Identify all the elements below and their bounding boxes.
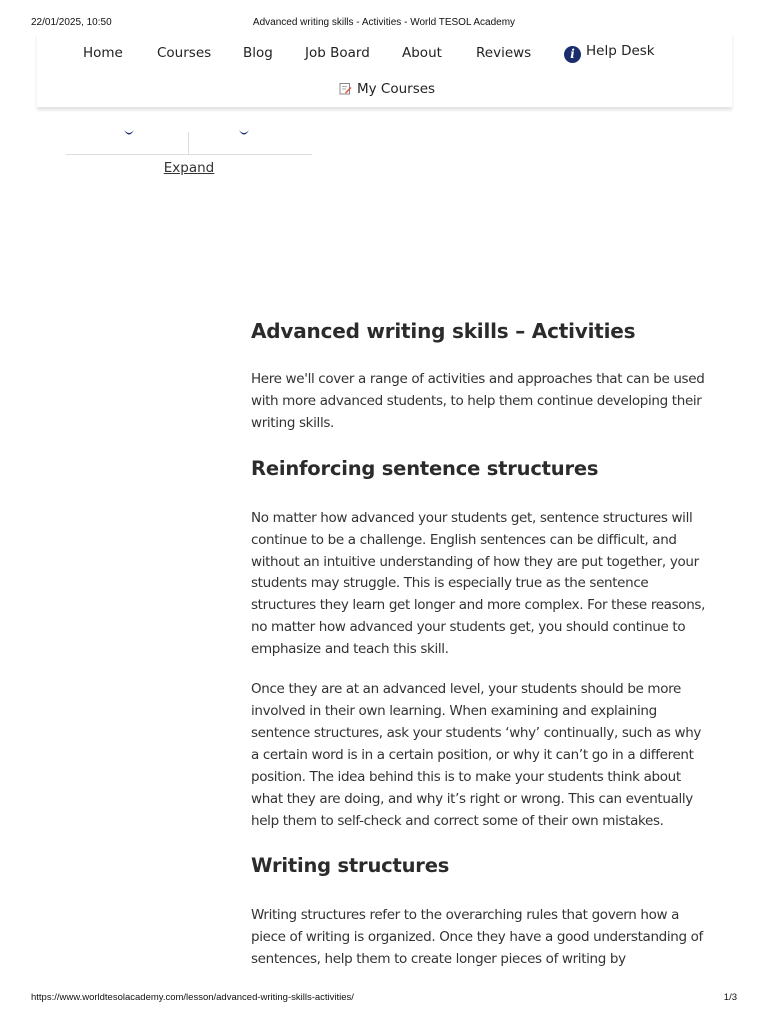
chevron-down-icon[interactable] <box>124 130 134 137</box>
page-title: Advanced writing skills – Activities <box>251 319 636 343</box>
nav-about-link[interactable]: About <box>402 45 442 61</box>
section2-paragraph-1: Writing structures refer to the overarching rules that govern how a piece of writing is organized. Once they have a good understanding of sentences, help them to create longer pieces of writing by <box>251 907 703 968</box>
widget-bottom-border <box>66 154 312 155</box>
widget-divider <box>188 132 189 154</box>
info-icon: i <box>564 46 581 63</box>
chevron-down-icon[interactable] <box>239 130 249 137</box>
my-courses-label: My Courses <box>357 81 436 97</box>
nav-secondary-row <box>37 81 732 101</box>
print-document-title: Advanced writing skills - Activities - World TESOL Academy <box>252 17 516 28</box>
courses-icon <box>339 82 352 95</box>
section1-paragraph-2: Once they are at an advanced level, your students should be more involved in their own learning. When examining and explaining sentence structures, ask your students ‘why’ continually, such as why a certain word is in a certain position, or why it can’t go in a different position. The idea behind this is to make your students think about what they are doing, and why it’s right or wrong. This can eventually help them to self-check and correct some of their own mistakes. <box>251 681 702 829</box>
nav-courses-link[interactable]: Courses <box>157 45 212 61</box>
print-footer <box>31 992 737 1006</box>
section1-paragraph-1: No matter how advanced your students get, sentence structures will continue to be a challenge. English sentences can be difficult, and without an intuitive understanding of how they are put together, your students may struggle. This is especially true as the sentence structures they learn get longer and more complex. For these reasons, no matter how advanced your students get, you should continue to emphasize and teach this skill. <box>251 509 706 658</box>
nav-my-courses-link[interactable] <box>339 81 435 97</box>
section-heading-writing-structures: Writing structures <box>251 854 450 878</box>
nav-reviews-link[interactable]: Reviews <box>476 45 532 61</box>
print-header <box>31 17 737 31</box>
nav-primary-row <box>37 45 732 65</box>
nav-home-link[interactable]: Home <box>83 45 123 61</box>
nav-help-desk-link[interactable] <box>564 43 655 63</box>
print-url: https://www.worldtesolacademy.com/lesson/advanced-writing-skills-activities/ <box>31 992 354 1003</box>
help-desk-label: Help Desk <box>586 43 655 59</box>
print-page-number: 1/3 <box>723 992 737 1003</box>
main-navbar <box>37 34 732 108</box>
intro-paragraph: Here we'll cover a range of activities and approaches that can be used with more advanced students, to help them continue developing their writing skills. <box>251 371 705 431</box>
section-heading-sentence-structures: Reinforcing sentence structures <box>251 456 599 480</box>
article-content <box>251 317 706 971</box>
expand-link[interactable]: Expand <box>163 160 215 176</box>
nav-job-board-link[interactable]: Job Board <box>305 45 370 61</box>
sidebar-widget <box>66 126 312 156</box>
nav-blog-link[interactable]: Blog <box>243 45 273 61</box>
print-timestamp: 22/01/2025, 10:50 <box>31 17 112 28</box>
